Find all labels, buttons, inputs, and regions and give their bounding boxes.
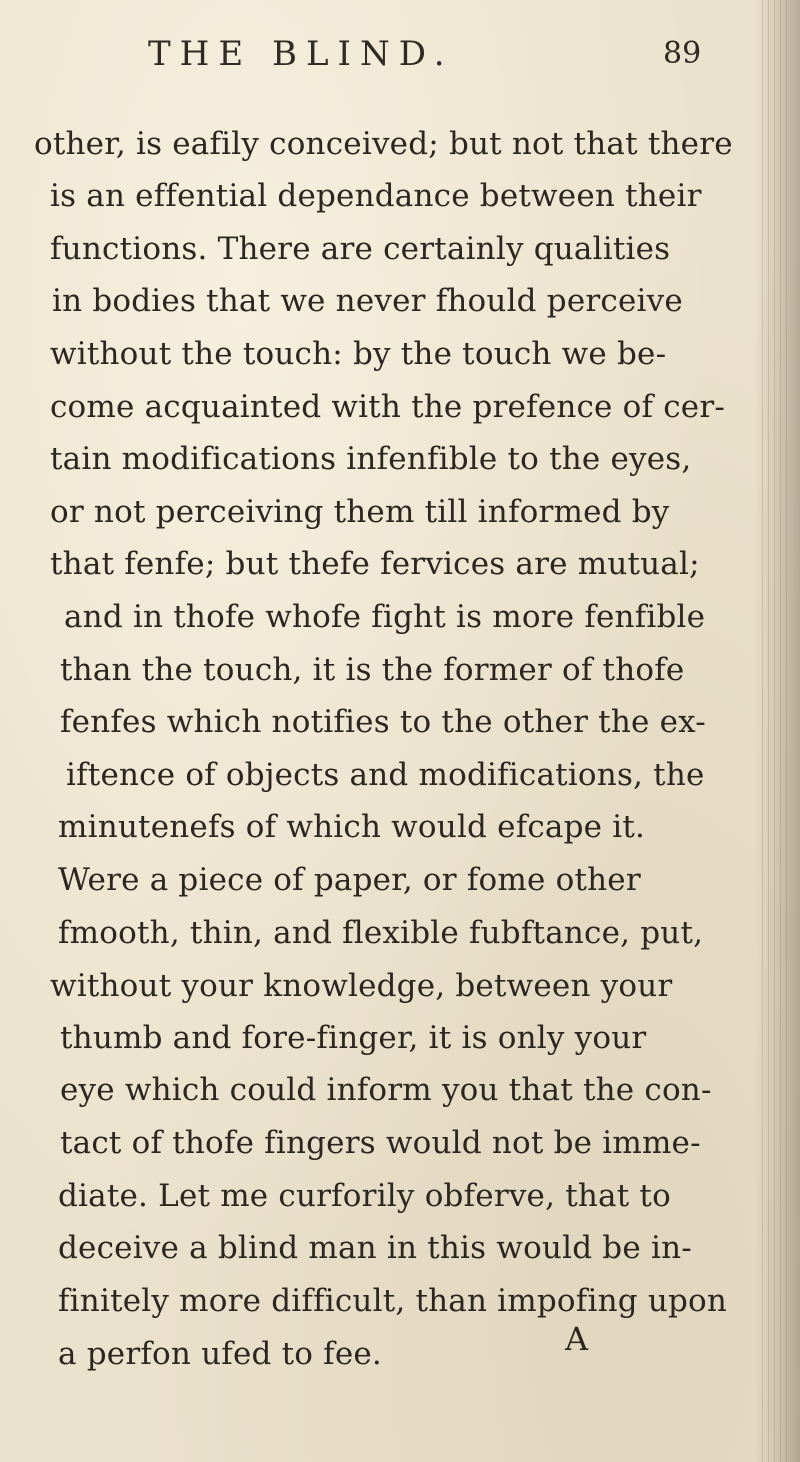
text-line: deceive a blind man in this would be in- <box>58 1230 692 1266</box>
page-header <box>148 34 748 84</box>
text-line: eye which could inform you that the con- <box>60 1072 712 1108</box>
text-line: finitely more difficult, than impofing upon <box>58 1283 728 1319</box>
text-line: than the touch, it is the former of thofe <box>60 652 685 688</box>
text-line: functions. There are certainly qualities <box>50 231 671 267</box>
catchword: A <box>565 1320 589 1358</box>
text-line: fenfes which notifies to the other the ex- <box>60 704 706 740</box>
text-line: tact of thofe fingers would not be imme- <box>60 1125 701 1161</box>
text-line: Were a piece of paper, or fome other <box>58 862 641 898</box>
text-line: tain modifications infenfible to the eyes, <box>50 441 692 477</box>
text-line: without your knowledge, between your <box>50 968 673 1004</box>
text-line: that fenfe; but thefe fervices are mutual; <box>50 546 700 582</box>
text-line: fmooth, thin, and flexible fubftance, put, <box>58 915 704 951</box>
text-line: is an effential dependance between their <box>50 178 702 214</box>
page-number: 89 <box>663 36 702 71</box>
text-line: and in thofe whofe fight is more fenfible <box>64 599 706 635</box>
text-line: minutenefs of which would efcape it. <box>58 809 646 845</box>
text-line: come acquainted with the prefence of cer- <box>50 389 726 425</box>
running-head: THE BLIND. <box>148 34 454 74</box>
text-line: a perfon ufed to fee. <box>58 1336 382 1372</box>
text-line: in bodies that we never fhould perceive <box>52 283 683 319</box>
page-edge-lines <box>762 0 792 1462</box>
text-line: other, is eafily conceived; but not that there <box>34 126 733 162</box>
text-line: or not perceiving them till informed by <box>50 494 670 530</box>
text-line: iftence of objects and modifications, the <box>66 757 705 793</box>
text-line: thumb and fore-finger, it is only your <box>60 1020 647 1056</box>
text-line: without the touch: by the touch we be- <box>50 336 667 372</box>
text-line: diate. Let me curforily obferve, that to <box>58 1178 671 1214</box>
